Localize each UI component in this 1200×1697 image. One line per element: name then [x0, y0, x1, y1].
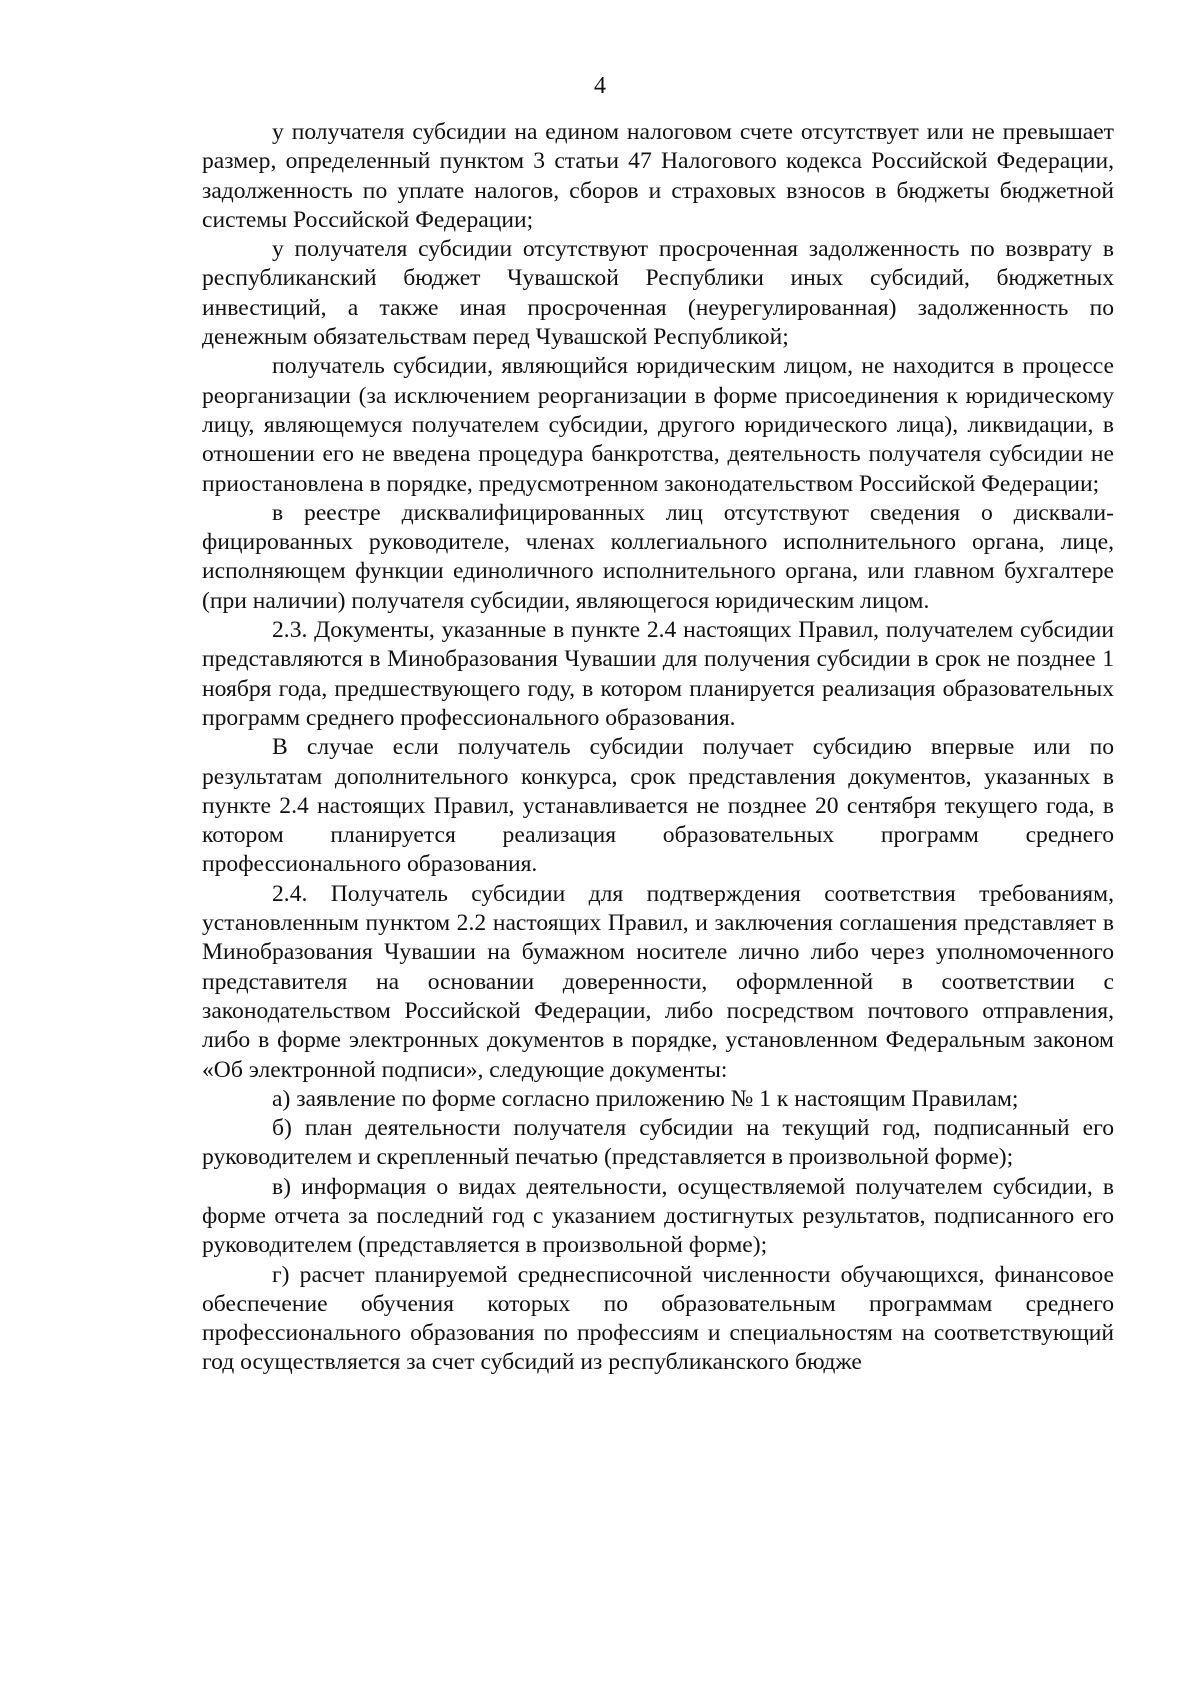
- page-number: 4: [594, 73, 606, 99]
- paragraph-overdue-debt: у получателя субсидии отсутствуют просроченная задолженность по возврату в республиканский бюджет Чувашской Республики иных субсидий, бюджетных инвестиций, а также иная просроченная (неурегулированная) задолженность по денежным обязательствам перед Чувашской Республикой;: [202, 236, 1114, 351]
- paragraph-disqualified-registry: в реестре дисквалифицированных лиц отсутствуют сведения о дисквалифицированных руководителе, членах коллегиального исполнительного органа, лице, исполняющем функции единоличного исполнительного органа, или главном бухгалтере (при наличии) получателя субсидии, являющегося юридическим лицом.: [202, 499, 1114, 614]
- document-body: [202, 118, 1114, 1378]
- list-item-b: б) план деятельности получателя субсидии на текущий год, подписанный его руководителем и скрепленный печатью (представляется в произвольной форме);: [202, 1115, 1114, 1171]
- paragraph-first-time-recipient: В случае если получатель субсидии получает субсидию впервые или по результатам дополнительного конкурса, срок представления документов, указанных в пункте 2.4 настоящих Правил, устанавливается не позднее 20 сентября текущего года, в котором планируется реализация образовательных программ среднего профессионального образования.: [202, 734, 1114, 878]
- list-item-v: в) информация о видах деятельности, осуществляемой получателем субсидии, в форме отчета за последний год с указанием достигнутых результатов, подписанного его руководителем (представляется в произвольной форме);: [202, 1173, 1114, 1259]
- paragraph-section-2-3: 2.3. Документы, указанные в пункте 2.4 настоящих Правил, получателем субсидии представляются в Минобразования Чувашии для получения субсидии в срок не позднее 1 ноября года, предшествующего году, в котором планируется реализация образовательных программ среднего профессионального образования.: [202, 617, 1114, 731]
- list-item-g: г) расчет планируемой среднесписочной численности обучающихся, финансовое обеспечение обучения которых по образовательным программам среднего профессионального образования по профессиям и специальностям на соответствующий год осуществляется за счет субсидий из республиканского бюдже: [202, 1261, 1114, 1376]
- paragraph-tax-debt: у получателя субсидии на едином налоговом счете отсутствует или не превышает размер, определенный пунктом 3 статьи 47 Налогового кодекса Российской Федерации, задолженность по уплате налогов, сборов и страховых взносов в бюджеты бюджетной системы Российской Федерации;: [202, 119, 1114, 233]
- list-item-a: а) заявление по форме согласно приложению № 1 к настоящим Правилам;: [272, 1085, 1019, 1112]
- paragraph-section-2-4: 2.4. Получатель субсидии для подтверждения соответствия требованиям, установленным пунктом 2.2 настоящих Правил, и заключения соглашения представляет в Минобразования Чувашии на бумажном носителе лично либо через уполномоченного представителя на основании доверенности, оформленной в соответствии с законодательством Российской Федерации, либо посредством почтового отправления, либо в форме электронных документов в порядке, установленном Федеральным законом «Об электронной подписи», следующие документы:: [202, 880, 1114, 1083]
- paragraph-reorganization: получатель субсидии, являющийся юридическим лицом, не находится в процессе реорганизации (за исключением реорганизации в форме присоединения к юридическому лицу, являющемуся получателем субсидии, другого юридического лица), ликвидации, в отношении его не введена процедура банкротства, деятельность получателя субсидии не приостановлена в порядке, предусмотренном законодательством Российской Федерации;: [202, 353, 1114, 497]
